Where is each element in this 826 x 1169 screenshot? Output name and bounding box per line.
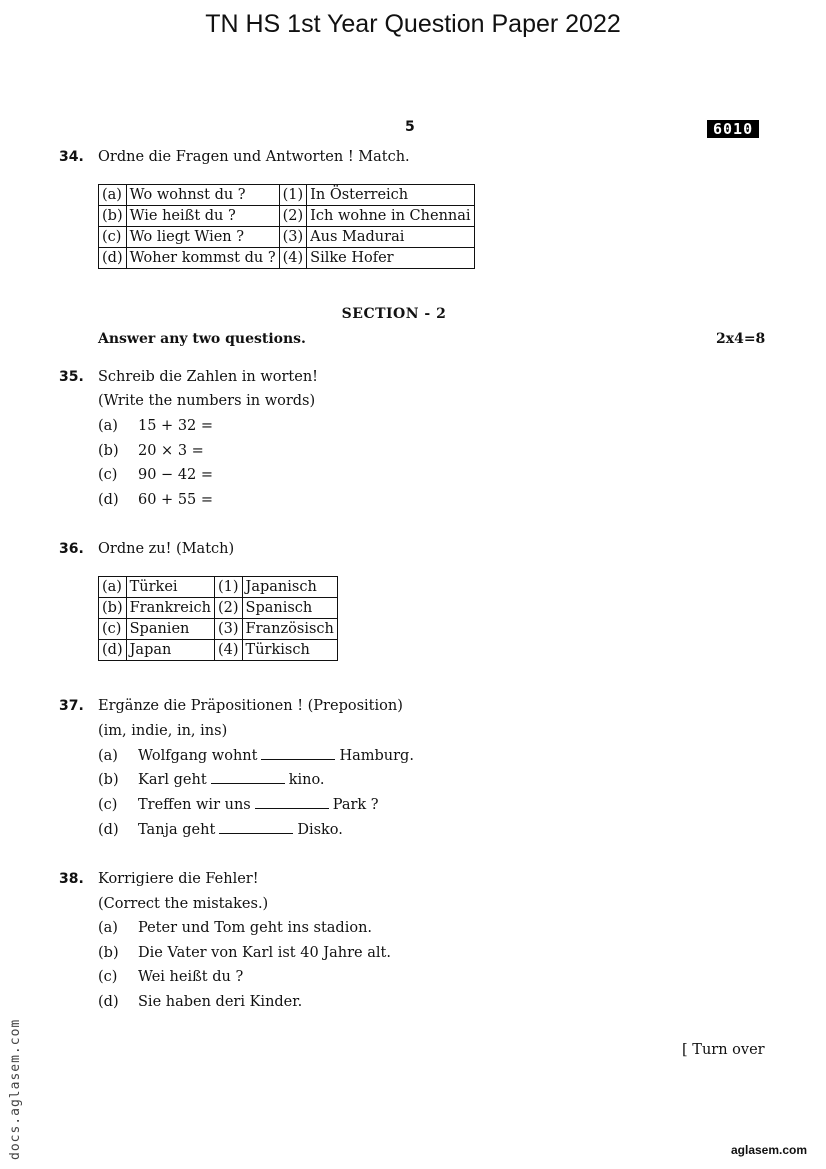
item-label: (c) xyxy=(98,467,118,483)
list-item xyxy=(98,969,243,985)
table-cell: (b) xyxy=(99,206,127,227)
table-cell: Türkei xyxy=(126,577,214,598)
table-cell: (a) xyxy=(99,185,127,206)
item-label: (b) xyxy=(98,443,119,459)
question-number: 34. xyxy=(59,149,84,165)
side-watermark: docs.aglasem.com xyxy=(8,1018,23,1160)
item-label: (b) xyxy=(98,772,119,788)
question-text: Ordne die Fragen und Antworten ! Match. xyxy=(98,149,410,165)
list-item xyxy=(98,797,379,813)
table-cell: (c) xyxy=(99,227,127,248)
item-text: Sie haben deri Kinder. xyxy=(138,994,303,1010)
footer-site-link[interactable]: aglasem.com xyxy=(731,1143,808,1157)
table-cell: Wie heißt du ? xyxy=(126,206,279,227)
question-number: 36. xyxy=(59,541,84,557)
item-text: 15 + 32 = xyxy=(138,418,214,434)
question-subtext: (Write the numbers in words) xyxy=(98,393,316,409)
document-title: TN HS 1st Year Question Paper 2022 xyxy=(205,10,621,38)
page-number: 5 xyxy=(405,119,415,135)
table-cell: (4) xyxy=(214,640,242,661)
table-cell: In Österreich xyxy=(307,185,474,206)
item-text: Wolfgang wohnt xyxy=(138,748,258,764)
table-cell: (4) xyxy=(279,248,307,269)
item-label: (d) xyxy=(98,994,119,1010)
question-text: Ordne zu! (Match) xyxy=(98,541,235,557)
table-cell: Woher kommst du ? xyxy=(126,248,279,269)
table-row xyxy=(99,227,475,248)
table-cell: (a) xyxy=(99,577,127,598)
item-label: (d) xyxy=(98,492,119,508)
list-item xyxy=(98,418,213,434)
table-cell: (3) xyxy=(279,227,307,248)
table-cell: (c) xyxy=(99,619,127,640)
fill-blank xyxy=(211,773,285,784)
table-cell: (2) xyxy=(279,206,307,227)
table-cell: (1) xyxy=(279,185,307,206)
item-label: (a) xyxy=(98,748,118,764)
table-cell: Japan xyxy=(126,640,214,661)
item-text: 60 + 55 = xyxy=(138,492,214,508)
item-text: Die Vater von Karl ist 40 Jahre alt. xyxy=(138,945,391,961)
item-label: (a) xyxy=(98,920,118,936)
question-number: 37. xyxy=(59,698,84,714)
table-row xyxy=(99,598,338,619)
question-subtext: (im, indie, in, ins) xyxy=(98,723,228,739)
table-row xyxy=(99,619,338,640)
question-text: Ergänze die Präpositionen ! (Preposition) xyxy=(98,698,403,714)
table-cell: (1) xyxy=(214,577,242,598)
section-instruction: Answer any two questions. xyxy=(98,331,306,347)
question-number: 35. xyxy=(59,369,84,385)
item-label: (b) xyxy=(98,945,119,961)
item-text: Park ? xyxy=(332,797,379,813)
item-label: (d) xyxy=(98,822,119,838)
list-item xyxy=(98,994,302,1010)
match-table-q34 xyxy=(98,184,475,269)
section-heading: SECTION - 2 xyxy=(341,306,447,322)
table-row xyxy=(99,640,338,661)
fill-blank xyxy=(219,823,293,834)
item-label: (c) xyxy=(98,797,118,813)
section-marks: 2x4=8 xyxy=(716,331,766,347)
table-cell: Ich wohne in Chennai xyxy=(307,206,474,227)
item-text: Disko. xyxy=(297,822,343,838)
table-cell: Französisch xyxy=(242,619,337,640)
match-table-q36 xyxy=(98,576,338,661)
item-text: Hamburg. xyxy=(339,748,414,764)
list-item xyxy=(98,492,213,508)
item-label: (c) xyxy=(98,969,118,985)
table-cell: Türkisch xyxy=(242,640,337,661)
table-cell: Frankreich xyxy=(126,598,214,619)
table-row xyxy=(99,206,475,227)
list-item xyxy=(98,822,343,838)
table-cell: (d) xyxy=(99,248,127,269)
question-text: Korrigiere die Fehler! xyxy=(98,871,259,887)
table-row xyxy=(99,248,475,269)
table-cell: Wo liegt Wien ? xyxy=(126,227,279,248)
table-cell: Japanisch xyxy=(242,577,337,598)
list-item xyxy=(98,748,414,764)
table-cell: Aus Madurai xyxy=(307,227,474,248)
item-text: Treffen wir uns xyxy=(138,797,251,813)
turn-over-note: [ Turn over xyxy=(682,1042,765,1058)
item-text: Wei heißt du ? xyxy=(138,969,244,985)
list-item xyxy=(98,772,325,788)
table-cell: Wo wohnst du ? xyxy=(126,185,279,206)
table-cell: (3) xyxy=(214,619,242,640)
question-subtext: (Correct the mistakes.) xyxy=(98,896,269,912)
table-cell: Spanisch xyxy=(242,598,337,619)
fill-blank xyxy=(261,749,335,760)
item-text: kino. xyxy=(288,772,325,788)
item-text: Peter und Tom geht ins stadion. xyxy=(138,920,373,936)
list-item xyxy=(98,945,391,961)
question-number: 38. xyxy=(59,871,84,887)
list-item xyxy=(98,920,372,936)
table-cell: Spanien xyxy=(126,619,214,640)
item-label: (a) xyxy=(98,418,118,434)
table-row xyxy=(99,185,475,206)
list-item xyxy=(98,467,213,483)
table-cell: (b) xyxy=(99,598,127,619)
table-cell: (2) xyxy=(214,598,242,619)
item-text: 20 × 3 = xyxy=(138,443,204,459)
paper-code-badge: 6010 xyxy=(707,120,759,138)
item-text: Tanja geht xyxy=(138,822,216,838)
table-row xyxy=(99,577,338,598)
list-item xyxy=(98,443,204,459)
table-cell: (d) xyxy=(99,640,127,661)
item-text: 90 − 42 = xyxy=(138,467,214,483)
table-cell: Silke Hofer xyxy=(307,248,474,269)
question-text: Schreib die Zahlen in worten! xyxy=(98,369,318,385)
fill-blank xyxy=(255,798,329,809)
item-text: Karl geht xyxy=(138,772,207,788)
